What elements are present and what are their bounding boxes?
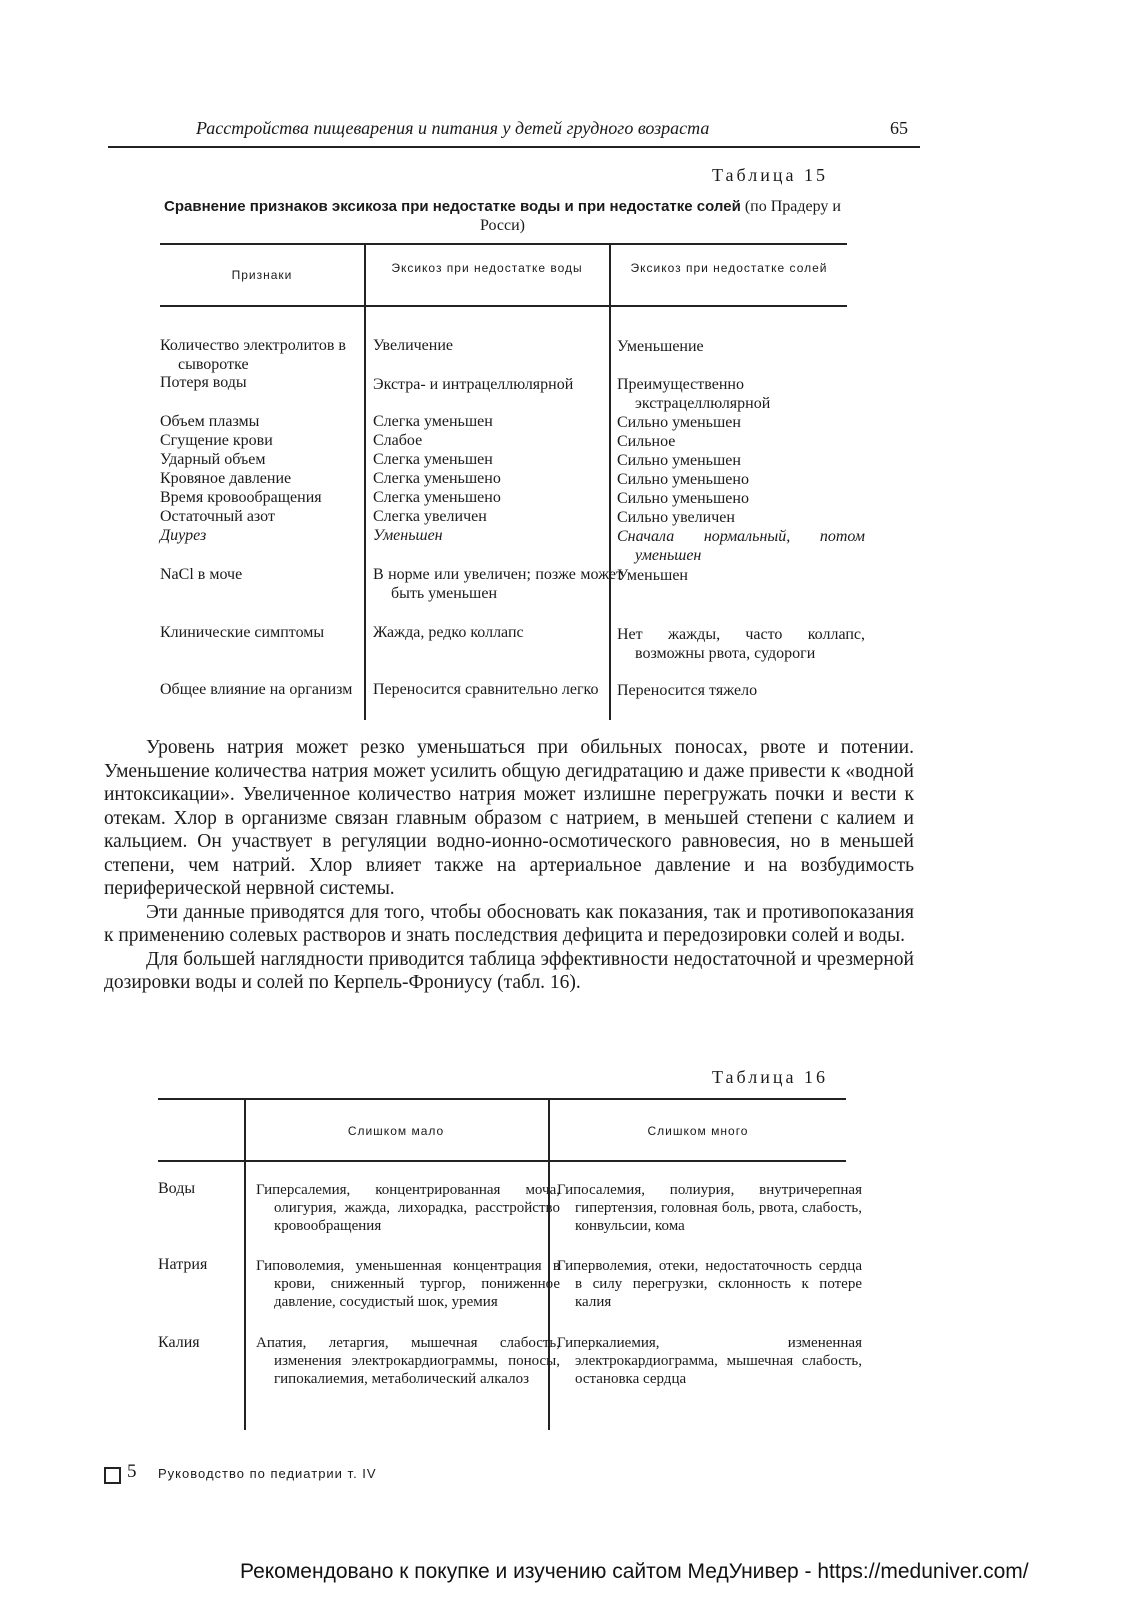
table16-row-too-much: Гиперволемия, отеки, недостаточность сердца в силу перегрузки, склонность к потере калия [557, 1258, 862, 1310]
paragraph-2: Эти данные приводятся для того, чтобы обосновать как показания, так и противопоказания к применению солевых растворов и знать последствия дефицита и передозировки солей и воды. [104, 901, 914, 946]
table15-row-water: Жажда, редко коллапс [373, 624, 524, 641]
table15-row-sign: Сгущение крови [160, 432, 273, 449]
table15-row-water: Уменьшен [373, 527, 443, 544]
table15-row-water: Слегка уменьшен [373, 413, 493, 430]
table15-row-water: Слегка уменьшен [373, 451, 493, 468]
table15-row-water: Переносится сравнительно легко [373, 681, 599, 698]
table16-top-rule [158, 1098, 846, 1100]
table16-row-label: Натрия [158, 1256, 208, 1273]
table16-colhead-too-much: Слишком много [647, 1124, 749, 1138]
page-number: 65 [890, 118, 908, 138]
table15-row-water: Слегка уменьшено [373, 470, 501, 487]
table15-row-sign: Общее влияние на организм [160, 681, 353, 698]
signature-number: 5 [127, 1461, 137, 1482]
table15-row-salt: Уменьшен [617, 567, 688, 584]
table15-row-salt: Преимущественно экстрацеллюлярной [617, 376, 771, 412]
table15-row-sign: Потеря воды [160, 374, 247, 391]
table15-row-sign: Ударный объем [160, 451, 266, 468]
table15-col-divider-2 [609, 245, 611, 720]
table15-row-salt: Нет жажды, часто коллапс, возможны рвота, судороги [617, 626, 865, 662]
table15-row-sign: Количество электролитов в сыворотке [160, 337, 346, 373]
table16-label: Таблица 16 [712, 1067, 828, 1087]
table16-col-divider-1 [244, 1100, 246, 1430]
table15-title-bold: Сравнение признаков эксикоза при недостатке воды и при недостатке солей [164, 198, 741, 215]
table15-row-salt: Сильно увеличен [617, 509, 735, 526]
table15-row-sign: Клинические симптомы [160, 624, 325, 641]
table15-colhead-salt: Эксикоз при недостатке солей [630, 261, 828, 275]
table15-label: Таблица 15 [712, 165, 828, 185]
table15-title-rest: (по Прадеру и Росси) [480, 198, 841, 234]
table15-row-salt: Сильно уменьшено [617, 471, 749, 488]
header-rule [108, 146, 920, 148]
table15-row-salt: Сильно уменьшен [617, 452, 741, 469]
table15-row-sign: Остаточный азот [160, 508, 275, 525]
table16-header-rule [158, 1160, 846, 1162]
table15-row-salt: Сильно уменьшено [617, 490, 749, 507]
table15-row-water: В норме или увеличен; позже может быть уменьшен [373, 566, 623, 602]
table15-row-sign: Диурез [160, 527, 207, 544]
table15-row-sign: Объем плазмы [160, 413, 260, 430]
table15-row-water: Увеличение [373, 337, 454, 354]
watermark-link[interactable]: Рекомендовано к покупке и изучению сайтом МедУнивер - https://meduniver.com/ [240, 1560, 1029, 1583]
paragraph-1: Уровень натрия может резко уменьшаться при обильных поносах, рвоте и потении. Уменьшение количества натрия может усилить общую дегидратацию и даже привести к «водной интоксикации». Увеличенное количество натрия может излишне перегружать почки и вести к отекам. Хлор в организме связан главным образом с натрием, в меньшей степени с калием и кальцием. Он участвует в регуляции водно-ионно-осмотического равновесия, но в меньшей степени, чем натрий. Хлор влияет также на артериальное давление и на возбудимость периферической нервной системы. [104, 737, 914, 899]
signature-mark-icon [104, 1467, 121, 1484]
table15-row-sign: Кровяное давление [160, 470, 292, 487]
table15-colhead-signs: Признаки [231, 268, 293, 282]
table15-row-water: Слегка увеличен [373, 508, 487, 525]
table15-row-water: Слегка уменьшено [373, 489, 501, 506]
table15-row-salt: Переносится тяжело [617, 682, 758, 699]
table15-row-salt: Уменьшение [617, 338, 704, 355]
table16-row-label: Калия [158, 1334, 200, 1351]
body-text [104, 736, 914, 995]
table15-row-salt: Сильно уменьшен [617, 414, 741, 431]
table15-row-water: Слабое [373, 432, 423, 449]
table15-row-sign: Время кровообращения [160, 489, 322, 506]
running-title: Расстройства пищеварения и питания у детей грудного возраста [196, 118, 710, 138]
table15-row-water: Экстра- и интрацеллюлярной [373, 376, 574, 393]
table15-colhead-water: Эксикоз при недостатке воды [391, 261, 583, 275]
table16-row-too-little: Гиперсалемия, концентрированная моча, олигурия, жажда, лихорадка, расстройство кровообращения [256, 1182, 560, 1234]
footer-book-title: Руководство по педиатрии т. IV [158, 1466, 377, 1481]
table16-row-too-little: Апатия, летаргия, мышечная слабость, изменения электрокардиограммы, поносы, гипокалиемия, метаболический алкалоз [256, 1335, 560, 1387]
table16-row-too-much: Гипосалемия, полиурия, внутричерепная гипертензия, головная боль, рвота, слабость, конвульсии, кома [557, 1182, 862, 1234]
table15-col-divider-1 [364, 245, 366, 720]
table15-row-sign: NaCl в моче [160, 566, 243, 583]
paragraph-3: Для большей наглядности приводится таблица эффективности недостаточной и чрезмерной дозировки воды и солей по Керпель-Фрониусу (табл. 16). [104, 948, 914, 993]
table15-title [160, 197, 845, 235]
table16-row-label: Воды [158, 1180, 196, 1197]
table16-row-too-little: Гиповолемия, уменьшенная концентрация в крови, сниженный тургор, пониженное давление, сосудистый шок, уремия [256, 1258, 560, 1310]
table15-header-rule [160, 305, 847, 307]
table15-top-rule [160, 243, 847, 245]
table15-row-salt: Сначала нормальный, потом уменьшен [617, 528, 865, 564]
table15-row-salt: Сильное [617, 433, 676, 450]
table16-row-too-much: Гиперкалиемия, измененная электрокардиограмма, мышечная слабость, остановка сердца [557, 1335, 862, 1387]
table16-colhead-too-little: Слишком мало [347, 1124, 445, 1138]
